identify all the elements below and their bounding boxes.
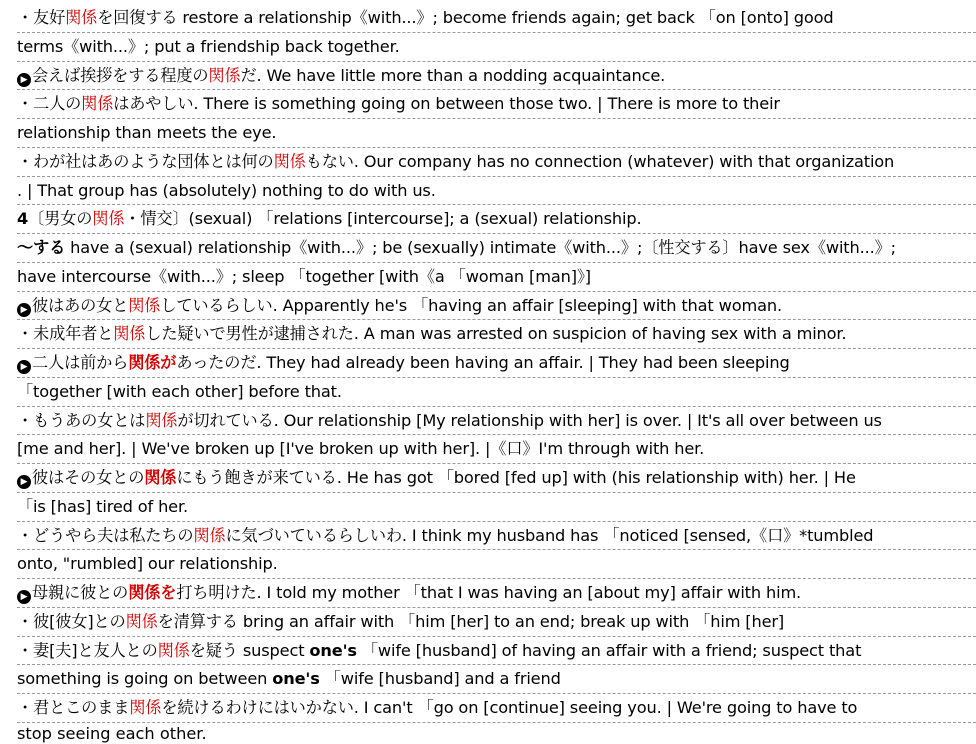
entry-line bbox=[17, 90, 976, 119]
entry-text: しているらしい. Apparently he's 「having an affair [sleeping] with that woman. bbox=[160, 295, 782, 315]
entry-text: はあやしい. There is something going on between those two. | There is more to their bbox=[113, 94, 780, 114]
entry-text: 「wife [husband] and a friend bbox=[319, 669, 561, 689]
entry-line bbox=[17, 205, 976, 234]
entry-text: 「together [with each other] before that. bbox=[17, 381, 342, 401]
headword-highlight: 関係 bbox=[125, 611, 158, 631]
entry-text: onto, "rumbled] our relationship. bbox=[17, 554, 278, 574]
entry-line bbox=[17, 263, 976, 292]
headword-highlight: 関係 bbox=[128, 295, 161, 315]
entry-text: something is going on between bbox=[17, 669, 273, 689]
entry-text: 会えば挨拶をする程度の bbox=[32, 65, 209, 85]
entry-text: ・友好 bbox=[17, 8, 66, 27]
cut-off-line: stop seeing each other. bbox=[17, 724, 207, 743]
headword-highlight: 関係 bbox=[157, 640, 190, 660]
entry-text: 打ち明けた. I told my mother 「that I was having an [about my] affair with him. bbox=[176, 583, 802, 602]
headword-highlight: 関係を bbox=[128, 583, 177, 602]
entry-line bbox=[17, 62, 976, 91]
entry-text: を回復する restore a relationship《with...》; become friends again; get back 「on [onto] good bbox=[97, 8, 834, 27]
entry-line bbox=[17, 407, 976, 436]
headword-highlight: 関係 bbox=[81, 94, 114, 114]
headword-highlight: 関係 bbox=[145, 410, 178, 430]
entry-text: に気づいているらしいわ. I think my husband has 「noticed [sensed,《口》*tumbled bbox=[225, 525, 874, 545]
entry-text: one's bbox=[272, 669, 320, 689]
example-bullet-icon: ▶ bbox=[17, 590, 31, 604]
example-bullet-icon: ▶ bbox=[17, 360, 31, 374]
entry-line bbox=[17, 694, 976, 723]
entry-text: が切れている. Our relationship [My relationship with her] is over. | It's all over between us bbox=[177, 410, 882, 430]
entry-line bbox=[17, 378, 976, 407]
headword-highlight: 関係 bbox=[65, 8, 98, 27]
entry-line bbox=[17, 33, 976, 62]
entry-text: 彼はその女との bbox=[32, 468, 145, 487]
entry-text: ・彼[彼女]との bbox=[17, 611, 126, 631]
headword-highlight: 関係 bbox=[273, 151, 306, 171]
example-bullet-icon: ▶ bbox=[17, 303, 31, 317]
entry-text: ・妻[夫]と友人との bbox=[17, 640, 158, 660]
entry-text: 4 bbox=[17, 209, 29, 229]
entry-text: ・情交〕(sexual) 「relations [intercourse]; a (sexual) relationship. bbox=[124, 209, 642, 229]
entry-text: ・未成年者と bbox=[17, 324, 114, 344]
entry-text: ・どうやら夫は私たちの bbox=[17, 525, 194, 545]
entry-text: 「is [has] tired of her. bbox=[17, 496, 189, 516]
entry-line bbox=[17, 522, 976, 551]
entry-line bbox=[17, 119, 976, 148]
entry-text: 〔男女の bbox=[28, 209, 93, 229]
entry-line bbox=[17, 435, 976, 464]
entry-line bbox=[17, 349, 976, 378]
entry-line bbox=[17, 464, 976, 493]
entry-line bbox=[17, 579, 976, 608]
entry-text: ・わが社はあのような団体とは何の bbox=[17, 151, 274, 171]
entry-line bbox=[17, 148, 976, 177]
entry-text: 母親に彼との bbox=[32, 583, 129, 602]
entry-line bbox=[17, 493, 976, 522]
entry-line bbox=[17, 637, 976, 666]
entry-text: もない. Our company has no connection (whatever) with that organization bbox=[305, 151, 895, 171]
headword-highlight: 関係 bbox=[92, 209, 125, 229]
headword-highlight: 関係 bbox=[193, 525, 226, 545]
entry-text: [me and her]. | We've broken up [I've broken up with her]. |《口》I'm through with her. bbox=[17, 439, 705, 459]
entry-text: 彼はあの女と bbox=[32, 295, 129, 315]
entry-text: . | That group has (absolutely) nothing to do with us. bbox=[17, 180, 436, 200]
headword-highlight: 関係が bbox=[128, 353, 177, 372]
entry-line bbox=[17, 550, 976, 579]
entry-line bbox=[17, 608, 976, 637]
example-bullet-icon: ▶ bbox=[17, 73, 31, 87]
headword-highlight: 関係 bbox=[129, 698, 162, 717]
entry-text: ～する bbox=[17, 238, 66, 257]
entry-text: ・もうあの女とは bbox=[17, 410, 146, 430]
entry-text: have a (sexual) relationship《with...》; be (sexually) intimate《with...》;〔性交する〕have sex《with...》; bbox=[65, 238, 896, 257]
entry-text: have intercourse《with...》; sleep 「together [with《a 「woman [man]》] bbox=[17, 266, 591, 286]
entry-text: あったのだ. They had already been having an affair. | They had been sleeping bbox=[176, 353, 790, 372]
entry-text: を疑う suspect bbox=[189, 640, 310, 660]
entry-text: ・二人の bbox=[17, 94, 82, 114]
entry-text: にもう飽きが来ている. He has got 「bored [fed up] with (his relationship with) her. | He bbox=[176, 468, 856, 487]
entry-text: を清算する bring an affair with 「him [her] to an end; break up with 「him [her] bbox=[157, 611, 785, 631]
entry-line bbox=[17, 320, 976, 349]
entry-line bbox=[17, 665, 976, 694]
entry-text: 二人は前から bbox=[32, 353, 129, 372]
entry-line bbox=[17, 292, 976, 321]
entry-line bbox=[17, 4, 976, 33]
entry-text: した疑いで男性が逮捕された. A man was arrested on suspicion of having sex with a minor. bbox=[145, 324, 847, 344]
headword-highlight: 関係 bbox=[113, 324, 146, 344]
entry-text: relationship than meets the eye. bbox=[17, 123, 277, 142]
entry-text: を続けるわけにはいかない. I can't 「go on [continue] seeing you. | We're going to have to bbox=[161, 698, 858, 717]
entry-text: terms《with...》; put a friendship back together. bbox=[17, 36, 400, 56]
entry-text: one's bbox=[309, 640, 357, 660]
entry-line bbox=[17, 177, 976, 206]
entry-text: ・君とこのまま bbox=[17, 698, 130, 717]
entry-line bbox=[17, 234, 976, 263]
headword-highlight: 関係 bbox=[208, 65, 241, 85]
example-bullet-icon: ▶ bbox=[17, 475, 31, 489]
entry-text: だ. We have little more than a nodding acquaintance. bbox=[240, 65, 666, 85]
entry-text: 「wife [husband] of having an affair with a friend; suspect that bbox=[356, 640, 862, 660]
headword-highlight: 関係 bbox=[144, 468, 177, 487]
